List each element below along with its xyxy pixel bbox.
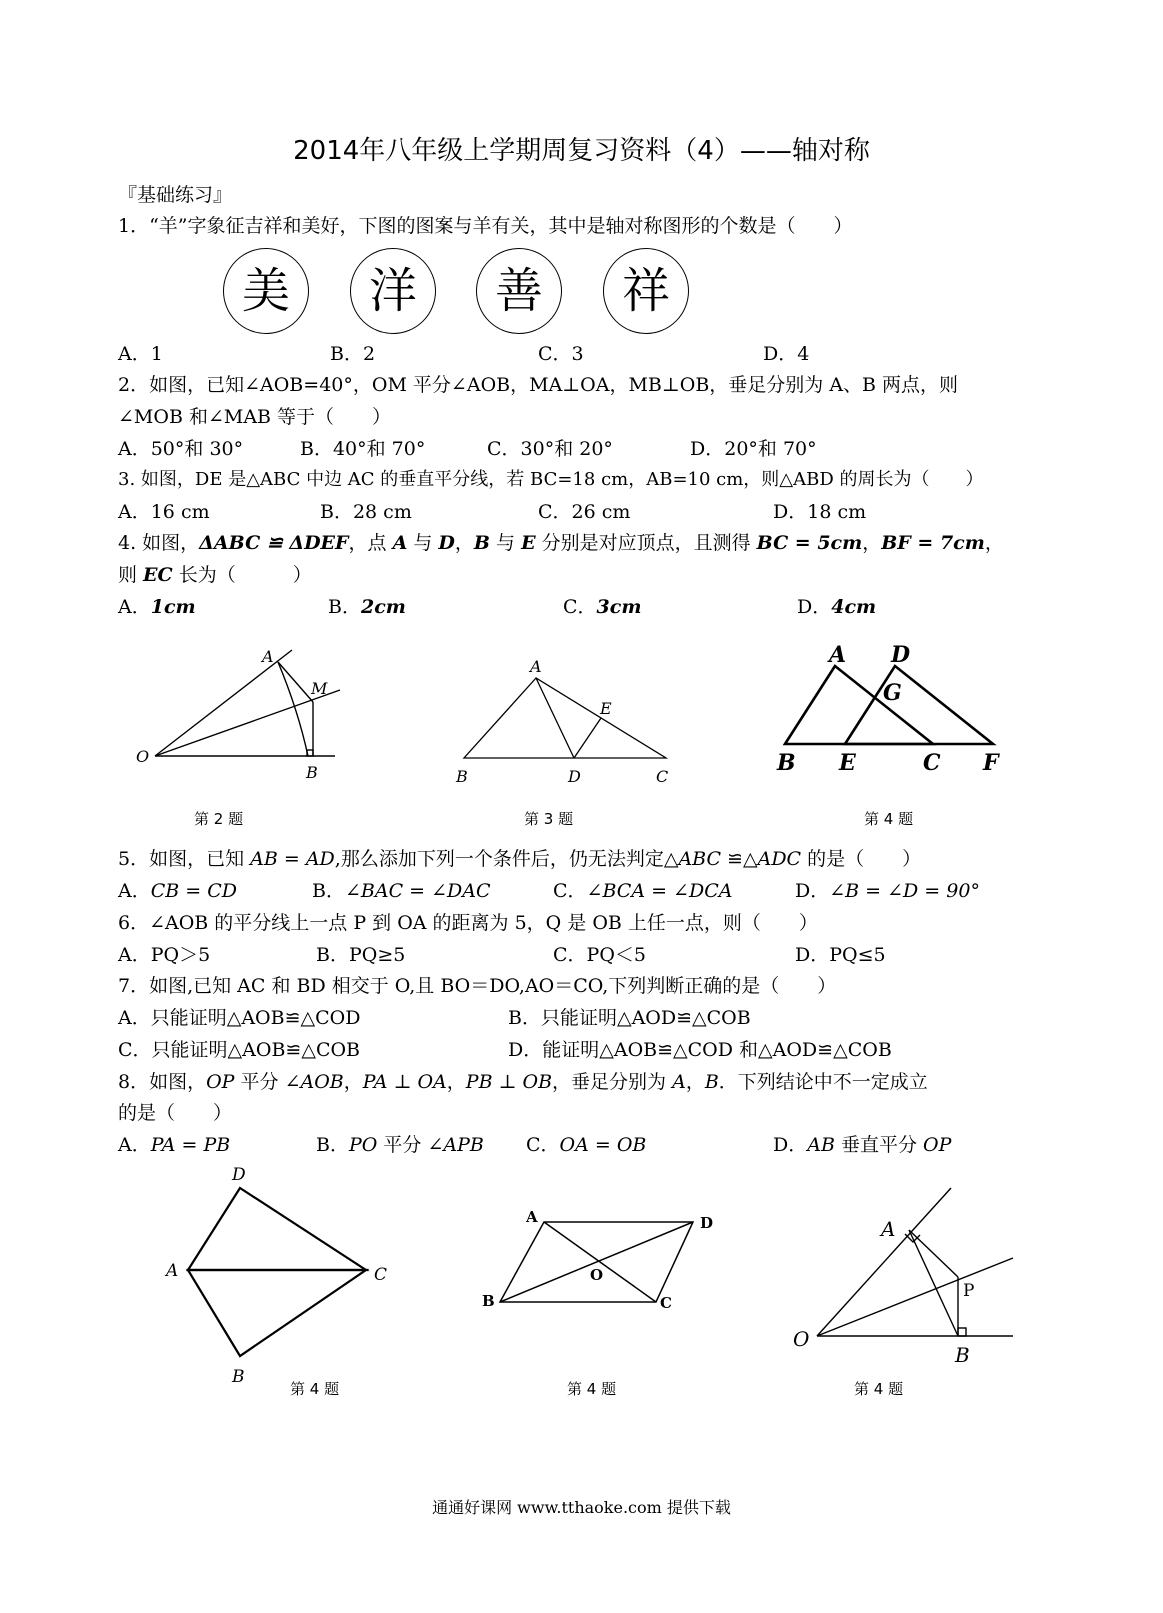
svg-text:A: A bbox=[829, 642, 847, 668]
svg-text:B: B bbox=[482, 1292, 495, 1310]
svg-text:C: C bbox=[374, 1265, 388, 1285]
q3-option-a: A．16 cm bbox=[118, 501, 210, 523]
svg-text:B: B bbox=[232, 1367, 245, 1387]
q4-option-a: A．1cm bbox=[118, 596, 196, 618]
q3-option-c: C．26 cm bbox=[538, 501, 631, 523]
question-8-line-1: 8．如图，OP 平分 ∠AOB，PA ⊥ OA，PB ⊥ OB，垂足分别为 A，B．下列结论中不一定成立 bbox=[118, 1071, 928, 1093]
q7-option-b: B．只能证明△AOD≌△COB bbox=[508, 1007, 751, 1029]
question-6-text: 6．∠AOB 的平分线上一点 P 到 OA 的距离为 5，Q 是 OB 上任一点，则（ ） bbox=[118, 912, 818, 934]
svg-text:D: D bbox=[700, 1214, 714, 1232]
svg-text:D: D bbox=[232, 1165, 246, 1185]
svg-text:O: O bbox=[136, 747, 150, 766]
q7-option-d: D．能证明△AOB≌△COD 和△AOD≌△COB bbox=[508, 1039, 892, 1061]
character-circle-3: 善 bbox=[476, 248, 562, 334]
svg-text:D: D bbox=[568, 767, 581, 786]
svg-text:C: C bbox=[660, 1294, 672, 1312]
svg-text:A: A bbox=[881, 1217, 896, 1241]
q8-option-b: B．PO 平分 ∠APB bbox=[316, 1134, 484, 1156]
q2-option-b: B．40°和 70° bbox=[300, 438, 426, 460]
question-3-text: 3. 如图，DE 是△ABC 中边 AC 的垂直平分线，若 BC=18 cm，AB=10 cm，则△ABD 的周长为（ ） bbox=[118, 469, 984, 490]
character-circle-2: 洋 bbox=[350, 248, 436, 334]
figure-q8-bisector bbox=[785, 1180, 1020, 1380]
svg-text:P: P bbox=[963, 1281, 975, 1301]
question-4-line-1: 4. 如图，ΔABC ≌ ΔDEF，点 A 与 D，B 与 E 分别是对应顶点，且测得 BC = 5cm，BF = 7cm， bbox=[118, 532, 1004, 554]
page-title: 2014年八年级上学期周复习资料（4）——轴对称 bbox=[293, 136, 870, 166]
caption-figure-q3: 第 3 题 bbox=[524, 810, 574, 828]
q5-option-c: C．∠BCA = ∠DCA bbox=[553, 880, 733, 902]
q1-option-b: B．2 bbox=[330, 343, 376, 365]
q1-option-a: A．1 bbox=[118, 343, 163, 365]
caption-figure-q4: 第 4 题 bbox=[864, 810, 914, 828]
svg-text:G: G bbox=[883, 680, 902, 706]
question-8-line-2: 的是（ ） bbox=[118, 1102, 233, 1124]
figure-q5-kite bbox=[160, 1160, 400, 1390]
question-1-text: 1．“羊”字象征吉祥和美好，下图的图案与羊有关，其中是轴对称图形的个数是（ ） bbox=[118, 215, 853, 237]
svg-text:C: C bbox=[923, 750, 941, 776]
svg-text:M: M bbox=[311, 679, 328, 698]
caption-figure-row2-1: 第 4 题 bbox=[290, 1380, 340, 1398]
q5-option-a: A．CB = CD bbox=[118, 880, 238, 902]
caption-figure-row2-2: 第 4 题 bbox=[567, 1380, 617, 1398]
svg-text:C: C bbox=[656, 767, 669, 786]
q5-option-d: D．∠B = ∠D = 90° bbox=[795, 880, 980, 902]
character-circle-1: 美 bbox=[223, 248, 309, 334]
character-circle-4: 祥 bbox=[603, 248, 689, 334]
svg-text:B: B bbox=[456, 767, 468, 786]
svg-text:E: E bbox=[839, 750, 856, 776]
q8-option-c: C．OA = OB bbox=[526, 1134, 647, 1156]
question-4-line-2: 则 EC 长为（ ） bbox=[118, 564, 312, 586]
q4-option-b: B．2cm bbox=[328, 596, 406, 618]
q1-option-c: C．3 bbox=[538, 343, 584, 365]
svg-text:A: A bbox=[262, 647, 274, 666]
figure-q7-parallelogram bbox=[478, 1200, 728, 1320]
q3-option-b: B．28 cm bbox=[320, 501, 412, 523]
q2-option-a: A．50°和 30° bbox=[118, 438, 244, 460]
q8-option-d: D．AB 垂直平分 OP bbox=[773, 1134, 952, 1156]
svg-text:B: B bbox=[955, 1343, 970, 1367]
svg-text:F: F bbox=[983, 750, 999, 776]
q7-option-c: C．只能证明△AOB≌△COB bbox=[118, 1039, 361, 1061]
question-5-text: 5．如图，已知 AB = AD,那么添加下列一个条件后，仍无法判定△ABC ≌△ADC 的是（ ） bbox=[118, 848, 922, 870]
q4-option-d: D．4cm bbox=[797, 596, 877, 618]
q2-option-d: D．20°和 70° bbox=[690, 438, 817, 460]
q4-option-c: C．3cm bbox=[563, 596, 642, 618]
q6-option-c: C．PQ＜5 bbox=[553, 944, 646, 966]
svg-text:B: B bbox=[777, 750, 796, 776]
q8-option-a: A．PA = PB bbox=[118, 1134, 231, 1156]
question-7-text: 7．如图,已知 AC 和 BD 相交于 O,且 BO＝DO,AO＝CO,下列判断正确的是（ ） bbox=[118, 975, 837, 997]
section-heading: 『基础练习』 bbox=[118, 184, 233, 206]
question-2-line-2: ∠MOB 和∠MAB 等于（ ） bbox=[118, 406, 392, 428]
q7-option-a: A．只能证明△AOB≌△COD bbox=[118, 1007, 361, 1029]
footer-credit: 通通好课网 www.tthaoke.com 提供下载 bbox=[432, 1498, 731, 1517]
q6-option-b: B．PQ≥5 bbox=[316, 944, 406, 966]
figure-q3 bbox=[450, 650, 690, 795]
svg-text:O: O bbox=[590, 1266, 604, 1284]
svg-text:D: D bbox=[891, 642, 911, 668]
q1-option-d: D．4 bbox=[763, 343, 810, 365]
question-2-line-1: 2．如图，已知∠AOB=40°，OM 平分∠AOB，MA⊥OA，MB⊥OB，垂足分别为 A、B 两点，则 bbox=[118, 374, 959, 396]
caption-figure-row2-3: 第 4 题 bbox=[854, 1380, 904, 1398]
caption-figure-q2: 第 2 题 bbox=[194, 810, 244, 828]
q6-option-d: D．PQ≤5 bbox=[795, 944, 886, 966]
svg-text:B: B bbox=[306, 763, 318, 782]
q5-option-b: B．∠BAC = ∠DAC bbox=[312, 880, 491, 902]
figure-q2 bbox=[130, 640, 350, 790]
figure-q4 bbox=[775, 640, 1015, 780]
svg-text:E: E bbox=[600, 699, 612, 718]
svg-text:A: A bbox=[530, 657, 542, 676]
q2-option-c: C．30°和 20° bbox=[487, 438, 613, 460]
svg-text:O: O bbox=[793, 1327, 810, 1351]
q3-option-d: D．18 cm bbox=[773, 501, 867, 523]
svg-text:A: A bbox=[526, 1208, 538, 1226]
svg-text:A: A bbox=[166, 1261, 179, 1281]
q6-option-a: A．PQ＞5 bbox=[118, 944, 211, 966]
